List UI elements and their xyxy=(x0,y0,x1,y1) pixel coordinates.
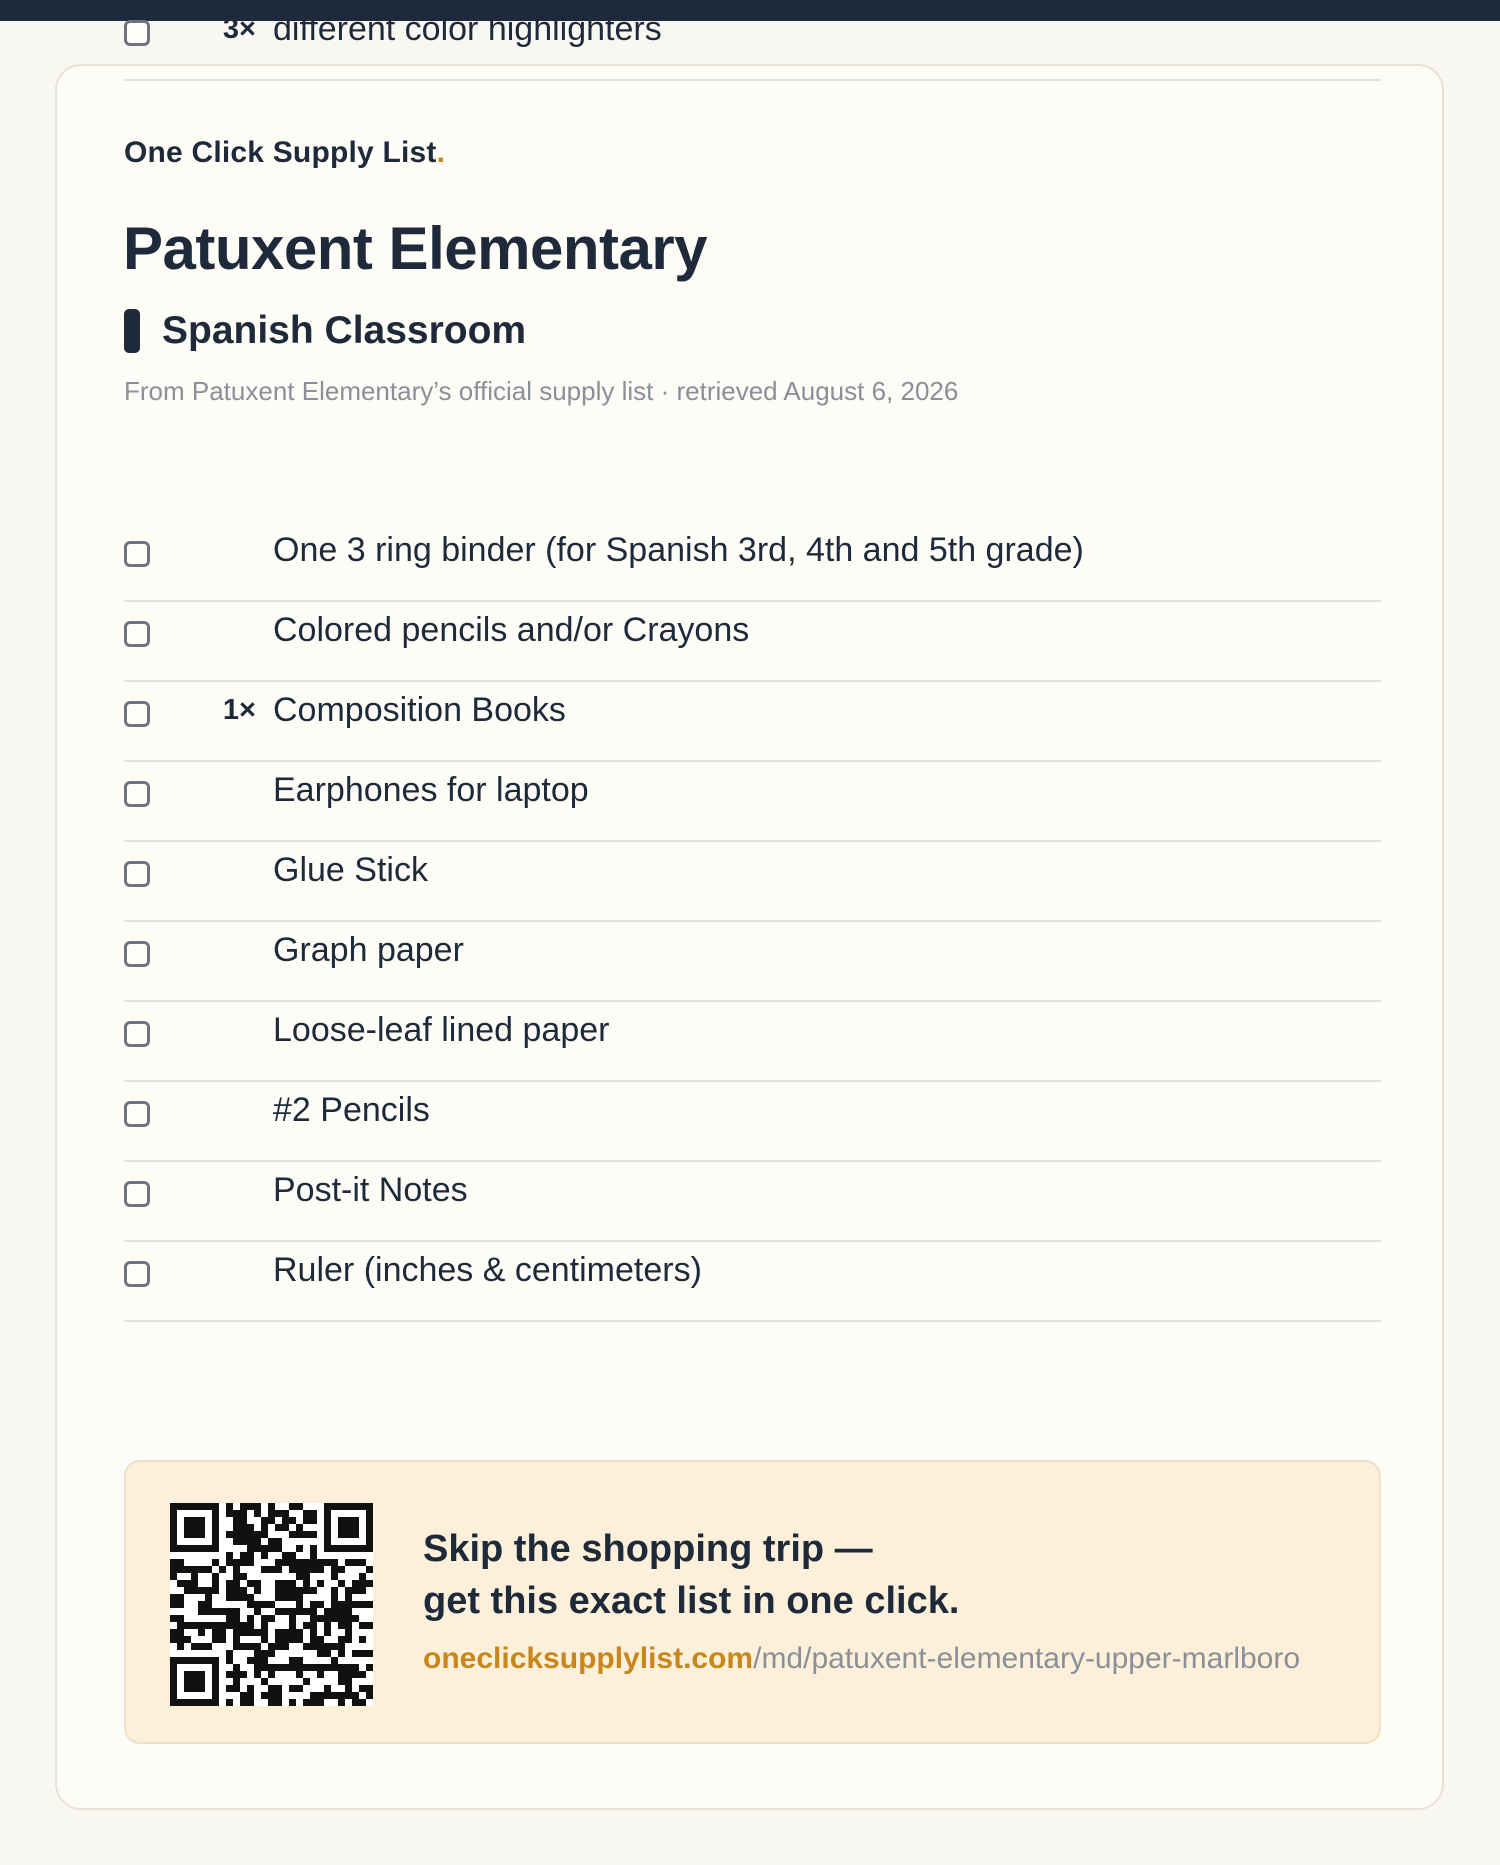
item-checkbox[interactable] xyxy=(124,1181,150,1207)
list-item xyxy=(124,1002,1381,1082)
item-name: Colored pencils and/or Crayons xyxy=(273,611,750,649)
brand-name: One Click Supply List xyxy=(124,136,437,169)
item-checkbox[interactable] xyxy=(124,861,150,887)
item-checkbox[interactable] xyxy=(124,941,150,967)
list-item xyxy=(124,1082,1381,1162)
item-name: One 3 ring binder (for Spanish 3rd, 4th and 5th grade) xyxy=(273,531,1084,569)
promo-link-path[interactable]: /md/patuxent-elementary-upper-marlboro xyxy=(753,1642,1301,1675)
item-name: Glue Stick xyxy=(273,851,428,889)
list-item xyxy=(124,842,1381,922)
item-checkbox[interactable] xyxy=(124,1261,150,1287)
classroom-label: Spanish Classroom xyxy=(162,309,527,352)
source-note: From Patuxent Elementary’s official supply list · retrieved August 6, 2026 xyxy=(124,376,959,406)
item-name: #2 Pencils xyxy=(273,1091,430,1129)
item-quantity: 3× xyxy=(222,13,256,45)
item-name: Ruler (inches & centimeters) xyxy=(273,1251,702,1289)
item-name: Loose-leaf lined paper xyxy=(273,1011,610,1049)
promo-banner xyxy=(124,1460,1381,1744)
qr-code-icon[interactable] xyxy=(170,1503,373,1706)
item-name: Composition Books xyxy=(273,691,566,729)
classroom-heading xyxy=(124,309,526,353)
promo-link[interactable] xyxy=(423,1642,1300,1676)
list-item xyxy=(124,522,1381,602)
item-checkbox[interactable] xyxy=(124,541,150,567)
school-title: Patuxent Elementary xyxy=(123,215,708,282)
item-name: Earphones for laptop xyxy=(273,771,589,809)
item-name: different color highlighters xyxy=(273,10,662,48)
list-item xyxy=(124,602,1381,682)
brand-logo xyxy=(124,136,445,170)
item-name: Graph paper xyxy=(273,931,464,969)
item-checkbox[interactable] xyxy=(124,781,150,807)
classroom-marker xyxy=(124,309,140,353)
promo-headline-2: get this exact list in one click. xyxy=(423,1580,960,1622)
promo-headline-1: Skip the shopping trip — xyxy=(423,1528,873,1570)
list-item xyxy=(124,762,1381,842)
list-item xyxy=(124,922,1381,1002)
item-checkbox[interactable] xyxy=(124,20,150,46)
brand-dot: . xyxy=(436,136,446,169)
item-checkbox[interactable] xyxy=(124,1101,150,1127)
list-item xyxy=(124,1242,1381,1322)
list-item xyxy=(124,682,1381,762)
promo-link-domain[interactable]: oneclicksupplylist.com xyxy=(423,1642,754,1675)
item-checkbox[interactable] xyxy=(124,1021,150,1047)
supply-list-card xyxy=(55,10,1444,1810)
item-checkbox[interactable] xyxy=(124,701,150,727)
list-item xyxy=(124,1162,1381,1242)
list-item xyxy=(124,1,1381,81)
item-quantity: 1× xyxy=(222,694,256,726)
item-name: Post-it Notes xyxy=(273,1171,468,1209)
item-checkbox[interactable] xyxy=(124,621,150,647)
